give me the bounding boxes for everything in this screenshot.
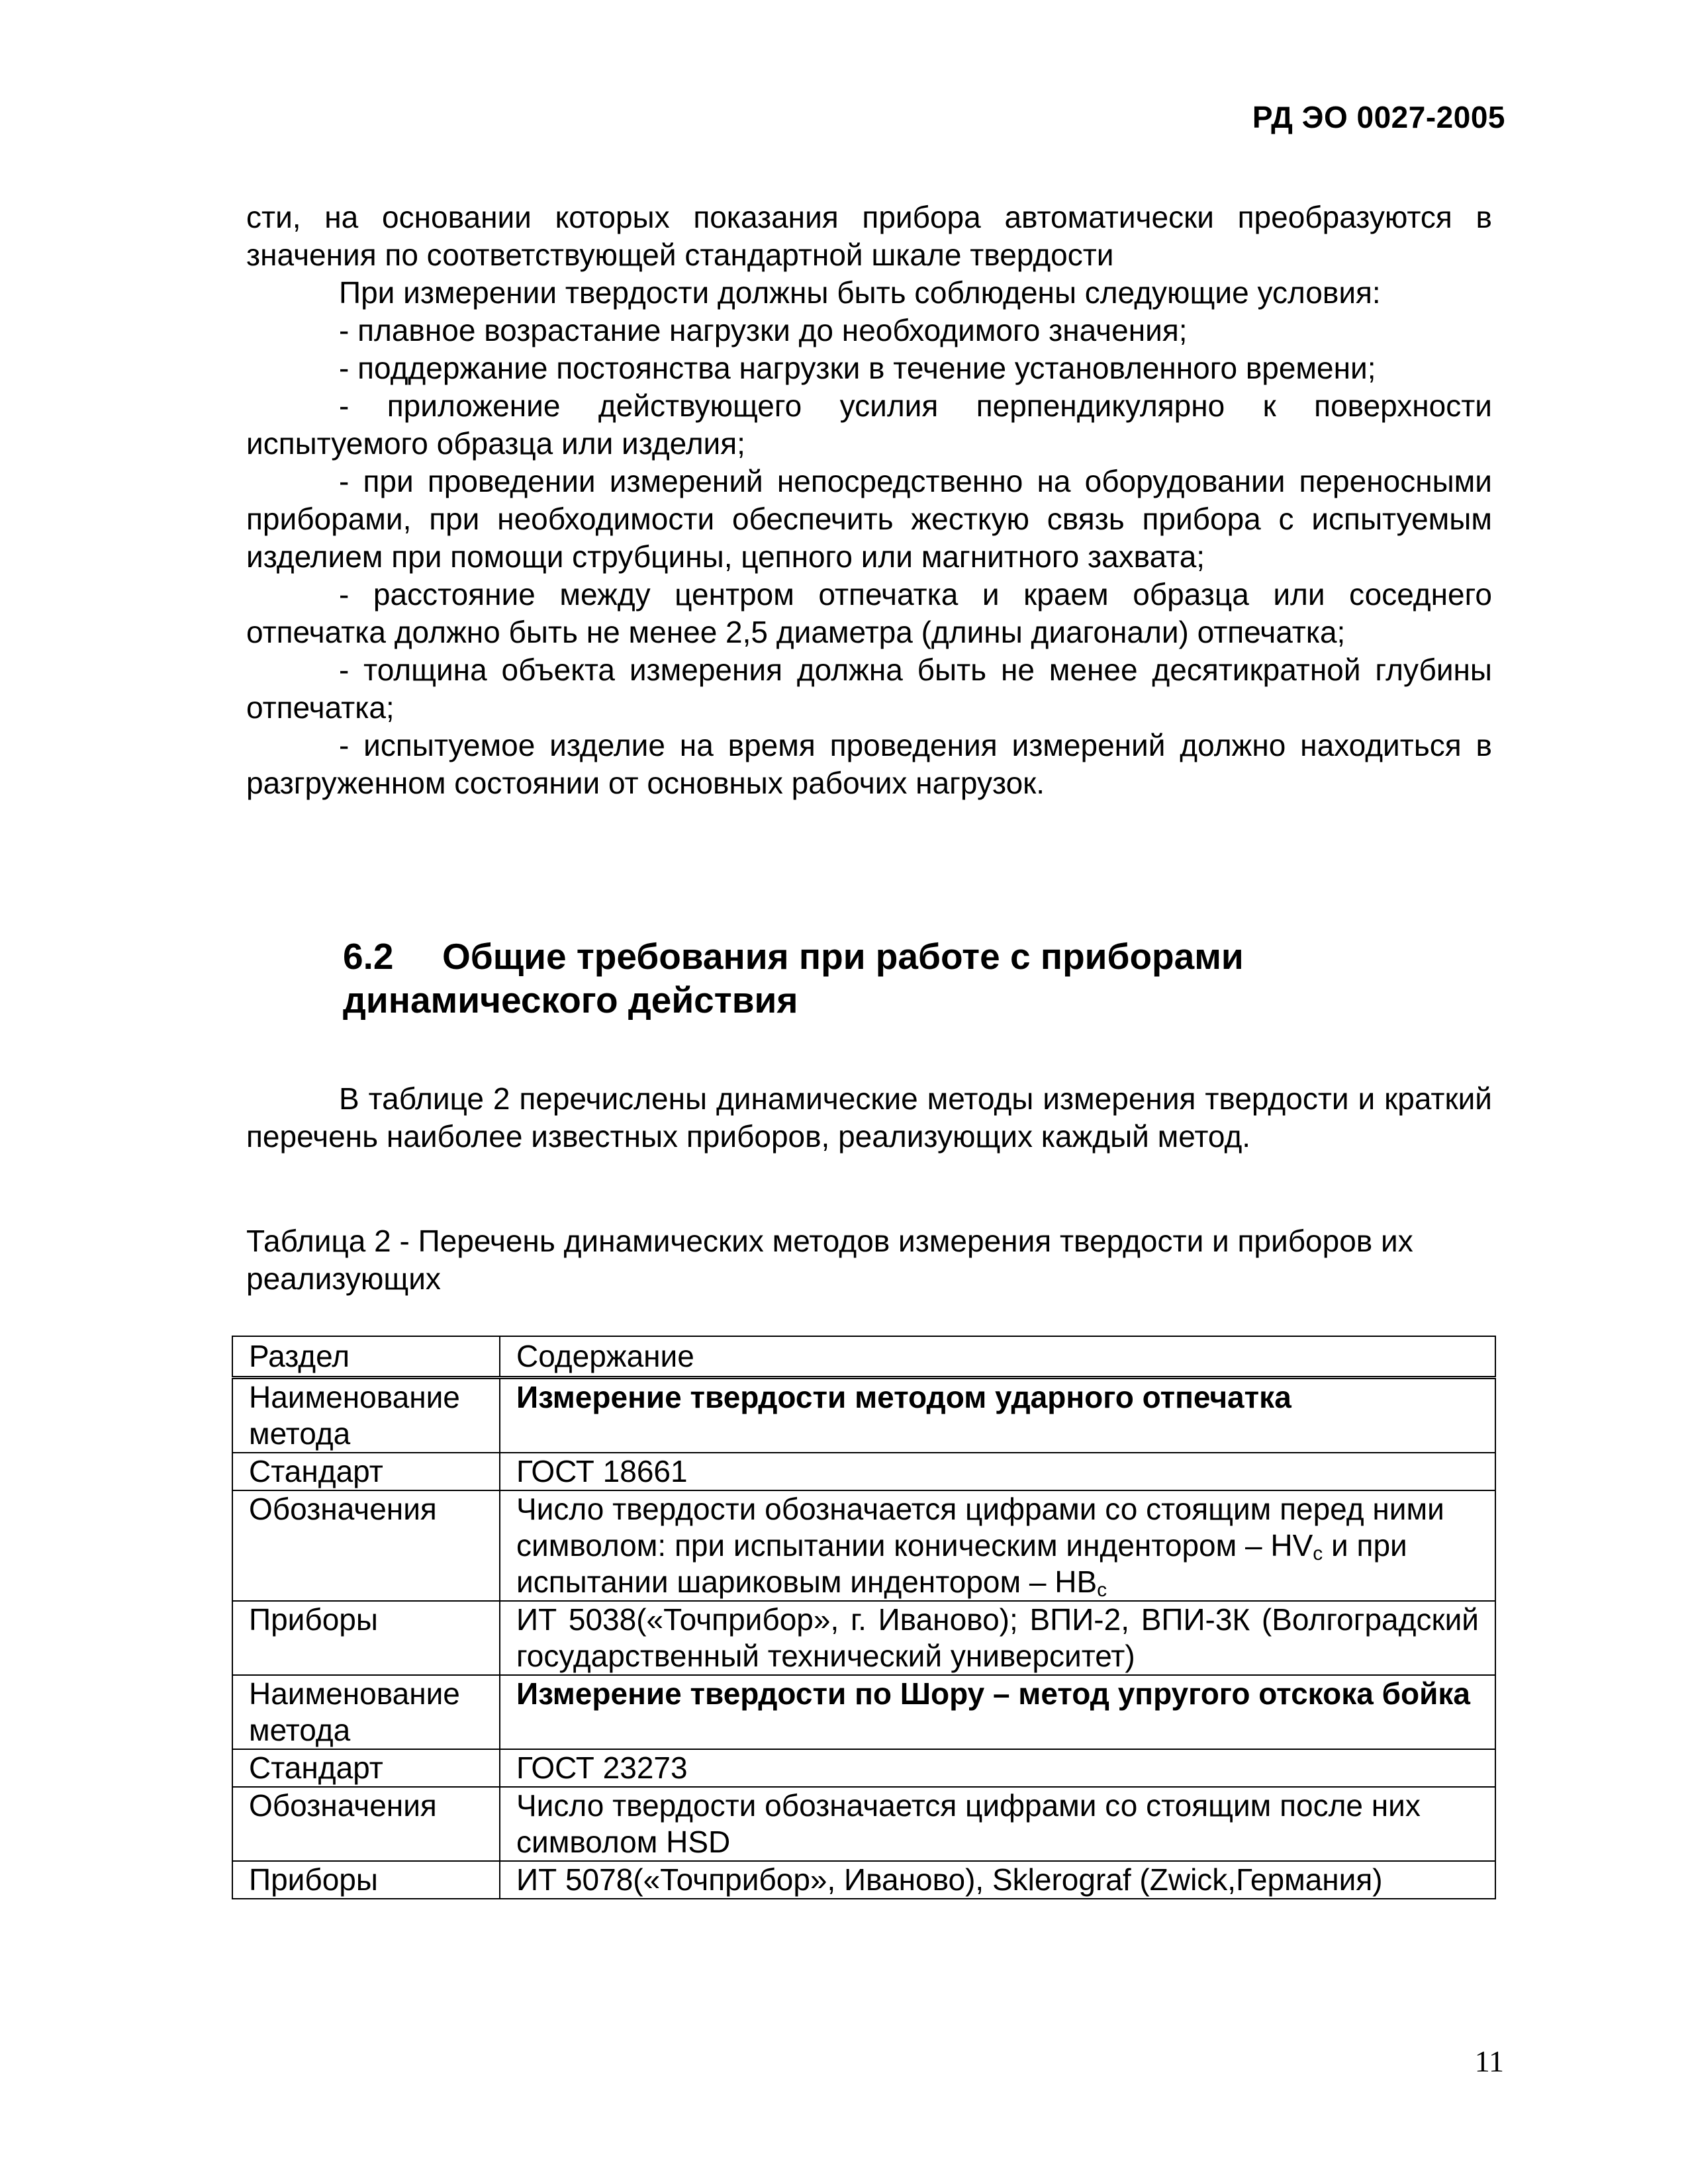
table-row: [232, 1675, 1495, 1749]
table-row: [232, 1453, 1495, 1490]
paragraph-continuation: сти, на основании которых показания прибора автоматически преобразуются в значения по соответствующей стандартной шкале твердости: [246, 200, 1492, 272]
table-caption: Таблица 2 - Перечень динамических методов измерения твердости и приборов их реализующих: [246, 1224, 1413, 1296]
table-intro-text: В таблице 2 перечислены динамические методы измерения твердости и краткий перечень наиболее известных приборов, реализующих каждый метод.: [246, 1081, 1492, 1154]
section-heading: [343, 934, 1468, 1022]
row-value: ГОСТ 23273: [500, 1749, 1495, 1787]
header-content: Содержание: [500, 1336, 1495, 1378]
condition-item: - испытуемое изделие на время проведения измерений должно находиться в разгруженном состоянии от основных рабочих нагрузок.: [246, 728, 1492, 800]
table-row: [232, 1749, 1495, 1787]
row-label: Стандарт: [232, 1453, 500, 1490]
row-value: ИТ 5038(«Точприбор», г. Иваново); ВПИ-2, ВПИ-3К (Волгоградский государственный технический университет): [500, 1601, 1495, 1675]
row-label: Наименование метода: [232, 1675, 500, 1749]
table-intro-block: [246, 1080, 1492, 1156]
condition-item: - приложение действующего усилия перпендикулярно к поверхности испытуемого образца или изделия;: [246, 388, 1492, 461]
table-header-row: [232, 1336, 1495, 1378]
methods-table: [232, 1336, 1496, 1899]
condition-item: - толщина объекта измерения должна быть не менее десятикратной глубины отпечатка;: [246, 653, 1492, 725]
row-value: ГОСТ 18661: [500, 1453, 1495, 1490]
section-title: Общие требования при работе с приборами динамического действия: [343, 936, 1244, 1021]
row-value: [500, 1490, 1495, 1601]
condition-item: - плавное возрастание нагрузки до необходимого значения;: [339, 313, 1188, 347]
table-row: [232, 1378, 1495, 1453]
row-value-part: Число твердости обозначается цифрами со стоящим перед ними символом: при испытании коническим индентором – HV: [516, 1492, 1444, 1563]
intro-block: [246, 199, 1492, 802]
subscript: c: [1313, 1543, 1323, 1565]
section-number: 6.2: [343, 936, 394, 977]
condition-item: - при проведении измерений непосредственно на оборудовании переносными приборами, при необходимости обеспечить жесткую связь прибора с испытуемым изделием при помощи струбцины, цепного или магнитного захвата;: [246, 464, 1492, 574]
row-label: Обозначения: [232, 1490, 500, 1601]
row-value: ИТ 5078(«Точприбор», Иваново), Sklerograf (Zwick,Германия): [500, 1861, 1495, 1899]
row-label: Приборы: [232, 1601, 500, 1675]
header-section: Раздел: [232, 1336, 500, 1378]
row-value-part: и при испытании шариковым индентором – HB: [516, 1528, 1407, 1599]
conditions-lead: При измерении твердости должны быть соблюдены следующие условия:: [339, 275, 1381, 310]
row-label: Стандарт: [232, 1749, 500, 1787]
row-value: Измерение твердости методом ударного отпечатка: [500, 1378, 1495, 1453]
row-value: Измерение твердости по Шору – метод упругого отскока бойка: [500, 1675, 1495, 1749]
document-code: РД ЭО 0027-2005: [1252, 100, 1505, 134]
table-row: [232, 1861, 1495, 1899]
table-row: [232, 1601, 1495, 1675]
table-row: [232, 1490, 1495, 1601]
row-label: Приборы: [232, 1861, 500, 1899]
table-row: [232, 1787, 1495, 1861]
row-label: Обозначения: [232, 1787, 500, 1861]
subscript: c: [1097, 1579, 1107, 1601]
page-number: 11: [1474, 2044, 1504, 2078]
condition-item: - поддержание постоянства нагрузки в течение установленного времени;: [339, 351, 1376, 385]
row-label: Наименование метода: [232, 1378, 500, 1453]
row-value: Число твердости обозначается цифрами со стоящим после них символом HSD: [500, 1787, 1495, 1861]
condition-item: - расстояние между центром отпечатка и краем образца или соседнего отпечатка должно быть не менее 2,5 диаметра (длины диагонали) отпечатка;: [246, 577, 1492, 649]
